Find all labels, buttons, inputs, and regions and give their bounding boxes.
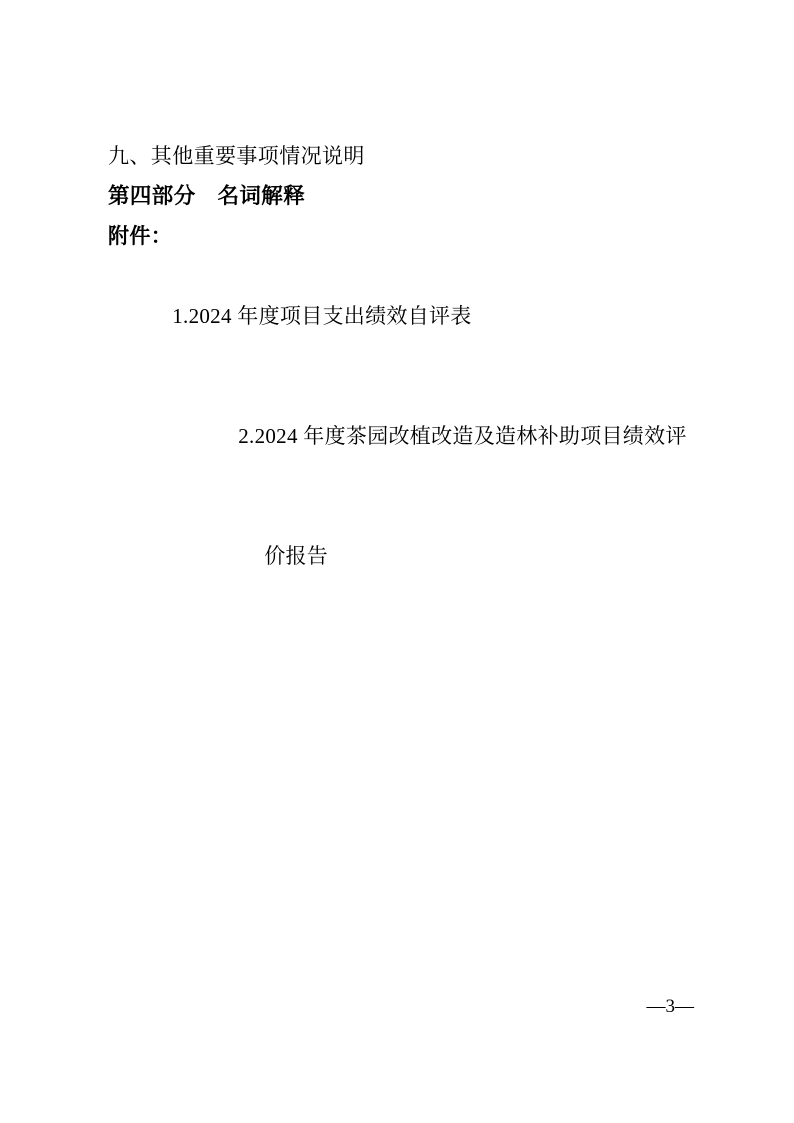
part-four-heading: 第四部分 名词解释 <box>108 184 306 208</box>
section-heading-nine: 九、其他重要事项情况说明 <box>108 144 365 168</box>
attachments-block <box>108 216 708 656</box>
attachments-label: 附件： <box>108 224 173 248</box>
document-body <box>108 136 708 656</box>
attachment-item-1 <box>172 296 708 336</box>
attachment-item-1-number: 1. <box>172 304 189 328</box>
attachment-item-1-text: 2024 年度项目支出绩效自评表 <box>188 304 472 328</box>
attachments-list <box>172 216 708 656</box>
page-number: —3— <box>646 996 694 1017</box>
attachment-item-2-continuation: 价报告 <box>264 544 329 568</box>
attachment-item-2-text: 2024 年度茶园改植改造及造林补助项目绩效评 <box>254 424 687 448</box>
attachment-item-2 <box>172 416 708 456</box>
attachment-item-2-number: 2. <box>238 424 255 448</box>
